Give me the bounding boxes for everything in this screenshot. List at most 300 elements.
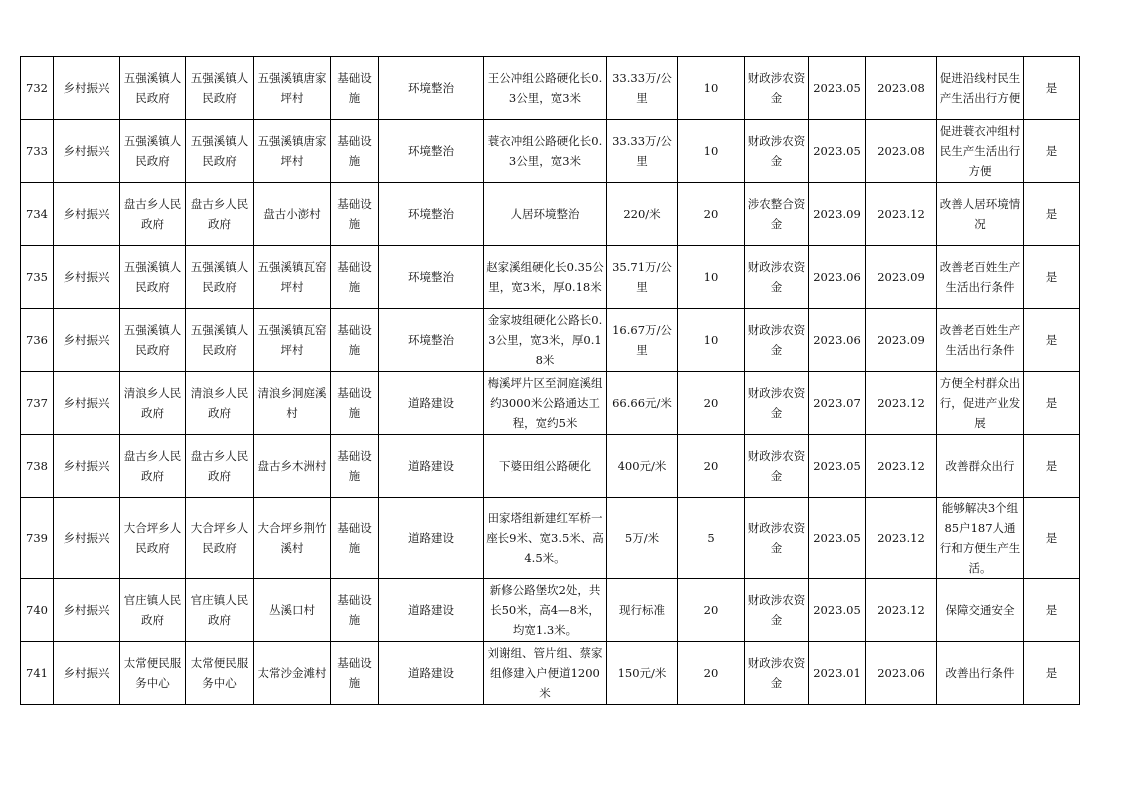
start-date-cell-text: 2023.07 bbox=[813, 396, 861, 410]
start-date-cell-text: 2023.05 bbox=[813, 81, 861, 95]
standard-cell bbox=[607, 120, 678, 183]
category-cell-text: 乡村振兴 bbox=[63, 81, 110, 95]
content-cell-text: 新修公路堡坎2处，共长50米，高4—8米，均宽1.3米。 bbox=[489, 583, 601, 637]
amount-cell bbox=[678, 642, 745, 705]
fund-source-cell-text: 财政涉农资金 bbox=[747, 71, 806, 105]
owner-cell-text: 盘古乡人民政府 bbox=[123, 197, 182, 231]
project-table bbox=[20, 56, 1080, 705]
amount-cell bbox=[678, 372, 745, 435]
benefit-cell bbox=[937, 435, 1024, 498]
benefit-cell-text: 能够解决3个组85户187人通行和方便生产生活。 bbox=[939, 501, 1021, 575]
flag-cell-text: 是 bbox=[1045, 666, 1058, 680]
flag-cell-text: 是 bbox=[1045, 396, 1058, 410]
end-date-cell bbox=[866, 579, 937, 642]
end-date-cell-text: 2023.08 bbox=[877, 81, 925, 95]
type-cell-text: 基础设施 bbox=[337, 593, 372, 627]
end-date-cell-text: 2023.12 bbox=[877, 603, 925, 617]
category-cell bbox=[54, 57, 120, 120]
fund-source-cell bbox=[745, 183, 809, 246]
content-cell bbox=[484, 246, 607, 309]
standard-cell-text: 16.67万/公里 bbox=[612, 323, 672, 357]
standard-cell-text: 35.71万/公里 bbox=[612, 260, 672, 294]
fund-source-cell bbox=[745, 642, 809, 705]
category-cell-text: 乡村振兴 bbox=[63, 144, 110, 158]
owner-cell bbox=[120, 372, 186, 435]
fund-source-cell bbox=[745, 57, 809, 120]
standard-cell bbox=[607, 57, 678, 120]
implementer-cell bbox=[186, 183, 254, 246]
row-number-cell-text: 733 bbox=[26, 144, 48, 158]
type-cell-text: 基础设施 bbox=[337, 323, 372, 357]
flag-cell bbox=[1024, 309, 1080, 372]
end-date-cell bbox=[866, 246, 937, 309]
benefit-cell bbox=[937, 309, 1024, 372]
location-cell bbox=[254, 579, 331, 642]
start-date-cell bbox=[809, 57, 866, 120]
amount-cell-text: 20 bbox=[703, 603, 719, 617]
row-number-cell-text: 741 bbox=[26, 666, 48, 680]
subtype-cell-text: 道路建设 bbox=[408, 666, 454, 680]
implementer-cell-text: 太常便民服务中心 bbox=[190, 656, 249, 690]
start-date-cell-text: 2023.09 bbox=[813, 207, 861, 221]
implementer-cell-text: 盘古乡人民政府 bbox=[190, 449, 249, 483]
type-cell bbox=[331, 579, 379, 642]
implementer-cell bbox=[186, 435, 254, 498]
row-number-cell-text: 737 bbox=[26, 396, 48, 410]
type-cell-text: 基础设施 bbox=[337, 386, 372, 420]
location-cell-text: 丛溪口村 bbox=[269, 603, 315, 617]
table-row bbox=[21, 498, 1080, 579]
category-cell bbox=[54, 183, 120, 246]
subtype-cell bbox=[379, 372, 484, 435]
row-number-cell-text: 740 bbox=[26, 603, 48, 617]
content-cell-text: 王公冲组公路硬化长0.3公里，宽3米 bbox=[487, 71, 603, 105]
subtype-cell bbox=[379, 120, 484, 183]
content-cell bbox=[484, 309, 607, 372]
start-date-cell bbox=[809, 435, 866, 498]
end-date-cell-text: 2023.09 bbox=[877, 270, 925, 284]
end-date-cell-text: 2023.12 bbox=[877, 531, 925, 545]
fund-source-cell bbox=[745, 579, 809, 642]
subtype-cell-text: 环境整治 bbox=[408, 144, 454, 158]
amount-cell-text: 20 bbox=[703, 459, 719, 473]
owner-cell-text: 清浪乡人民政府 bbox=[123, 386, 182, 420]
content-cell-text: 金家坡组硬化公路长0.3公里，宽3米，厚0.18米 bbox=[487, 313, 603, 367]
implementer-cell bbox=[186, 372, 254, 435]
fund-source-cell bbox=[745, 435, 809, 498]
amount-cell-text: 5 bbox=[707, 531, 715, 545]
fund-source-cell-text: 财政涉农资金 bbox=[747, 449, 806, 483]
location-cell-text: 盘古小澎村 bbox=[263, 207, 321, 221]
fund-source-cell bbox=[745, 372, 809, 435]
category-cell-text: 乡村振兴 bbox=[63, 666, 110, 680]
benefit-cell-text: 保障交通安全 bbox=[945, 603, 1015, 617]
end-date-cell bbox=[866, 120, 937, 183]
content-cell-text: 人居环境整治 bbox=[510, 207, 580, 221]
start-date-cell bbox=[809, 642, 866, 705]
location-cell-text: 五强溪镇唐家坪村 bbox=[257, 134, 327, 168]
end-date-cell-text: 2023.08 bbox=[877, 144, 925, 158]
amount-cell-text: 10 bbox=[703, 333, 719, 347]
owner-cell bbox=[120, 435, 186, 498]
content-cell-text: 田家塔组新建红军桥一座长9米、宽3.5米、高4.5米。 bbox=[486, 511, 604, 565]
type-cell bbox=[331, 498, 379, 579]
category-cell-text: 乡村振兴 bbox=[63, 207, 110, 221]
fund-source-cell-text: 财政涉农资金 bbox=[747, 323, 806, 357]
owner-cell-text: 五强溪镇人民政府 bbox=[123, 71, 182, 105]
implementer-cell-text: 大合坪乡人民政府 bbox=[190, 521, 249, 555]
end-date-cell bbox=[866, 498, 937, 579]
subtype-cell-text: 环境整治 bbox=[408, 270, 454, 284]
subtype-cell-text: 道路建设 bbox=[408, 603, 454, 617]
owner-cell bbox=[120, 309, 186, 372]
row-number-cell-text: 734 bbox=[26, 207, 48, 221]
type-cell-text: 基础设施 bbox=[337, 449, 372, 483]
content-cell-text: 梅溪坪片区至洞庭溪组约3000米公路通达工程，宽约5米 bbox=[487, 376, 603, 430]
fund-source-cell-text: 财政涉农资金 bbox=[747, 134, 806, 168]
standard-cell-text: 5万/米 bbox=[624, 531, 660, 545]
fund-source-cell-text: 财政涉农资金 bbox=[747, 386, 806, 420]
category-cell-text: 乡村振兴 bbox=[63, 459, 110, 473]
owner-cell-text: 五强溪镇人民政府 bbox=[123, 260, 182, 294]
amount-cell-text: 10 bbox=[703, 144, 719, 158]
standard-cell-text: 33.33万/公里 bbox=[612, 134, 672, 168]
row-number-cell bbox=[21, 246, 54, 309]
standard-cell-text: 33.33万/公里 bbox=[612, 71, 672, 105]
row-number-cell-text: 732 bbox=[26, 81, 48, 95]
start-date-cell-text: 2023.06 bbox=[813, 270, 861, 284]
content-cell bbox=[484, 183, 607, 246]
row-number-cell bbox=[21, 309, 54, 372]
subtype-cell bbox=[379, 309, 484, 372]
benefit-cell-text: 改善出行条件 bbox=[945, 666, 1015, 680]
subtype-cell bbox=[379, 642, 484, 705]
subtype-cell bbox=[379, 435, 484, 498]
benefit-cell-text: 促进蓑衣冲组村民生产生活出行方便 bbox=[939, 124, 1021, 178]
end-date-cell bbox=[866, 372, 937, 435]
start-date-cell-text: 2023.06 bbox=[813, 333, 861, 347]
category-cell bbox=[54, 435, 120, 498]
implementer-cell-text: 五强溪镇人民政府 bbox=[190, 323, 249, 357]
implementer-cell bbox=[186, 579, 254, 642]
row-number-cell bbox=[21, 498, 54, 579]
type-cell-text: 基础设施 bbox=[337, 134, 372, 168]
type-cell-text: 基础设施 bbox=[337, 521, 372, 555]
benefit-cell bbox=[937, 120, 1024, 183]
type-cell bbox=[331, 246, 379, 309]
flag-cell-text: 是 bbox=[1045, 603, 1058, 617]
start-date-cell bbox=[809, 579, 866, 642]
standard-cell-text: 66.66元/米 bbox=[612, 396, 672, 410]
implementer-cell bbox=[186, 246, 254, 309]
start-date-cell-text: 2023.05 bbox=[813, 459, 861, 473]
owner-cell-text: 五强溪镇人民政府 bbox=[123, 134, 182, 168]
content-cell bbox=[484, 57, 607, 120]
benefit-cell bbox=[937, 498, 1024, 579]
category-cell-text: 乡村振兴 bbox=[63, 396, 110, 410]
content-cell bbox=[484, 120, 607, 183]
flag-cell-text: 是 bbox=[1045, 81, 1058, 95]
flag-cell bbox=[1024, 57, 1080, 120]
location-cell-text: 盘古乡木洲村 bbox=[257, 459, 327, 473]
location-cell bbox=[254, 120, 331, 183]
benefit-cell-text: 改善老百姓生产生活出行条件 bbox=[939, 260, 1021, 294]
location-cell bbox=[254, 642, 331, 705]
standard-cell bbox=[607, 642, 678, 705]
location-cell bbox=[254, 309, 331, 372]
end-date-cell bbox=[866, 57, 937, 120]
start-date-cell bbox=[809, 120, 866, 183]
owner-cell-text: 大合坪乡人民政府 bbox=[123, 521, 182, 555]
amount-cell bbox=[678, 498, 745, 579]
benefit-cell-text: 方便全村群众出行，促进产业发展 bbox=[939, 376, 1021, 430]
start-date-cell bbox=[809, 498, 866, 579]
table-row bbox=[21, 372, 1080, 435]
amount-cell bbox=[678, 183, 745, 246]
content-cell bbox=[484, 579, 607, 642]
fund-source-cell-text: 财政涉农资金 bbox=[747, 593, 806, 627]
row-number-cell bbox=[21, 183, 54, 246]
subtype-cell-text: 环境整治 bbox=[408, 333, 454, 347]
row-number-cell bbox=[21, 372, 54, 435]
benefit-cell-text: 改善老百姓生产生活出行条件 bbox=[939, 323, 1021, 357]
category-cell bbox=[54, 579, 120, 642]
location-cell-text: 五强溪镇瓦窑坪村 bbox=[257, 260, 327, 294]
amount-cell bbox=[678, 246, 745, 309]
amount-cell bbox=[678, 435, 745, 498]
start-date-cell-text: 2023.01 bbox=[813, 666, 861, 680]
benefit-cell-text: 改善群众出行 bbox=[945, 459, 1015, 473]
owner-cell bbox=[120, 246, 186, 309]
content-cell bbox=[484, 372, 607, 435]
implementer-cell-text: 盘古乡人民政府 bbox=[190, 197, 249, 231]
subtype-cell-text: 道路建设 bbox=[408, 531, 454, 545]
amount-cell bbox=[678, 309, 745, 372]
fund-source-cell-text: 财政涉农资金 bbox=[747, 656, 806, 690]
amount-cell bbox=[678, 120, 745, 183]
row-number-cell-text: 739 bbox=[26, 531, 48, 545]
content-cell-text: 赵家溪组硬化长0.35公里，宽3米，厚0.18米 bbox=[486, 260, 604, 294]
location-cell bbox=[254, 246, 331, 309]
amount-cell-text: 10 bbox=[703, 270, 719, 284]
subtype-cell-text: 环境整治 bbox=[408, 81, 454, 95]
implementer-cell bbox=[186, 309, 254, 372]
location-cell bbox=[254, 435, 331, 498]
category-cell bbox=[54, 642, 120, 705]
fund-source-cell-text: 财政涉农资金 bbox=[747, 521, 806, 555]
subtype-cell-text: 道路建设 bbox=[408, 459, 454, 473]
type-cell-text: 基础设施 bbox=[337, 197, 372, 231]
type-cell bbox=[331, 372, 379, 435]
type-cell bbox=[331, 183, 379, 246]
end-date-cell bbox=[866, 183, 937, 246]
standard-cell bbox=[607, 498, 678, 579]
amount-cell bbox=[678, 579, 745, 642]
fund-source-cell-text: 财政涉农资金 bbox=[747, 260, 806, 294]
owner-cell bbox=[120, 120, 186, 183]
implementer-cell-text: 五强溪镇人民政府 bbox=[190, 71, 249, 105]
location-cell-text: 清浪乡洞庭溪村 bbox=[257, 386, 327, 420]
table-row bbox=[21, 246, 1080, 309]
content-cell-text: 刘谢组、管片组、蔡家组修建入户便道1200米 bbox=[487, 646, 603, 700]
category-cell-text: 乡村振兴 bbox=[63, 270, 110, 284]
type-cell bbox=[331, 435, 379, 498]
owner-cell bbox=[120, 183, 186, 246]
category-cell bbox=[54, 120, 120, 183]
start-date-cell bbox=[809, 183, 866, 246]
benefit-cell bbox=[937, 246, 1024, 309]
start-date-cell-text: 2023.05 bbox=[813, 603, 861, 617]
flag-cell-text: 是 bbox=[1045, 333, 1058, 347]
benefit-cell bbox=[937, 57, 1024, 120]
flag-cell bbox=[1024, 498, 1080, 579]
content-cell bbox=[484, 435, 607, 498]
content-cell-text: 下婆田组公路硬化 bbox=[499, 459, 591, 473]
content-cell bbox=[484, 498, 607, 579]
end-date-cell bbox=[866, 435, 937, 498]
category-cell bbox=[54, 372, 120, 435]
flag-cell bbox=[1024, 642, 1080, 705]
table-row bbox=[21, 309, 1080, 372]
owner-cell bbox=[120, 498, 186, 579]
table-row bbox=[21, 579, 1080, 642]
category-cell-text: 乡村振兴 bbox=[63, 603, 110, 617]
standard-cell bbox=[607, 372, 678, 435]
flag-cell bbox=[1024, 579, 1080, 642]
owner-cell-text: 五强溪镇人民政府 bbox=[123, 323, 182, 357]
fund-source-cell bbox=[745, 246, 809, 309]
benefit-cell bbox=[937, 642, 1024, 705]
flag-cell-text: 是 bbox=[1045, 144, 1058, 158]
type-cell bbox=[331, 57, 379, 120]
benefit-cell bbox=[937, 372, 1024, 435]
location-cell bbox=[254, 57, 331, 120]
type-cell-text: 基础设施 bbox=[337, 71, 372, 105]
row-number-cell-text: 736 bbox=[26, 333, 48, 347]
benefit-cell-text: 促进沿线村民生产生活出行方便 bbox=[939, 71, 1021, 105]
location-cell-text: 太常沙金滩村 bbox=[257, 666, 327, 680]
location-cell bbox=[254, 372, 331, 435]
subtype-cell bbox=[379, 498, 484, 579]
start-date-cell bbox=[809, 372, 866, 435]
document-page bbox=[20, 56, 1079, 705]
row-number-cell bbox=[21, 579, 54, 642]
fund-source-cell bbox=[745, 498, 809, 579]
start-date-cell bbox=[809, 246, 866, 309]
amount-cell-text: 20 bbox=[703, 207, 719, 221]
implementer-cell bbox=[186, 120, 254, 183]
flag-cell bbox=[1024, 435, 1080, 498]
standard-cell bbox=[607, 183, 678, 246]
fund-source-cell-text: 涉农整合资金 bbox=[747, 197, 806, 231]
category-cell bbox=[54, 246, 120, 309]
end-date-cell-text: 2023.12 bbox=[877, 207, 925, 221]
table-row bbox=[21, 120, 1080, 183]
end-date-cell-text: 2023.06 bbox=[877, 666, 925, 680]
owner-cell bbox=[120, 579, 186, 642]
subtype-cell-text: 道路建设 bbox=[408, 396, 454, 410]
benefit-cell bbox=[937, 579, 1024, 642]
implementer-cell bbox=[186, 642, 254, 705]
benefit-cell-text: 改善人居环境情况 bbox=[939, 197, 1021, 231]
flag-cell-text: 是 bbox=[1045, 270, 1058, 284]
category-cell bbox=[54, 309, 120, 372]
end-date-cell-text: 2023.09 bbox=[877, 333, 925, 347]
subtype-cell bbox=[379, 57, 484, 120]
table-row bbox=[21, 435, 1080, 498]
row-number-cell bbox=[21, 57, 54, 120]
amount-cell-text: 20 bbox=[703, 396, 719, 410]
standard-cell-text: 150元/米 bbox=[617, 666, 667, 680]
content-cell bbox=[484, 642, 607, 705]
end-date-cell bbox=[866, 309, 937, 372]
standard-cell bbox=[607, 579, 678, 642]
implementer-cell bbox=[186, 498, 254, 579]
flag-cell-text: 是 bbox=[1045, 459, 1058, 473]
start-date-cell-text: 2023.05 bbox=[813, 531, 861, 545]
amount-cell-text: 20 bbox=[703, 666, 719, 680]
fund-source-cell bbox=[745, 309, 809, 372]
standard-cell bbox=[607, 246, 678, 309]
row-number-cell bbox=[21, 120, 54, 183]
location-cell-text: 五强溪镇唐家坪村 bbox=[257, 71, 327, 105]
type-cell-text: 基础设施 bbox=[337, 656, 372, 690]
owner-cell bbox=[120, 57, 186, 120]
location-cell bbox=[254, 498, 331, 579]
implementer-cell-text: 五强溪镇人民政府 bbox=[190, 134, 249, 168]
location-cell-text: 五强溪镇瓦窑坪村 bbox=[257, 323, 327, 357]
category-cell bbox=[54, 498, 120, 579]
standard-cell-text: 400元/米 bbox=[617, 459, 667, 473]
benefit-cell bbox=[937, 183, 1024, 246]
row-number-cell bbox=[21, 435, 54, 498]
table-row bbox=[21, 57, 1080, 120]
implementer-cell-text: 清浪乡人民政府 bbox=[190, 386, 249, 420]
owner-cell-text: 盘古乡人民政府 bbox=[123, 449, 182, 483]
end-date-cell-text: 2023.12 bbox=[877, 396, 925, 410]
subtype-cell-text: 环境整治 bbox=[408, 207, 454, 221]
type-cell-text: 基础设施 bbox=[337, 260, 372, 294]
start-date-cell bbox=[809, 309, 866, 372]
standard-cell bbox=[607, 309, 678, 372]
standard-cell-text: 220/米 bbox=[623, 207, 661, 221]
flag-cell bbox=[1024, 246, 1080, 309]
flag-cell-text: 是 bbox=[1045, 207, 1058, 221]
amount-cell bbox=[678, 57, 745, 120]
row-number-cell-text: 735 bbox=[26, 270, 48, 284]
table-body bbox=[21, 57, 1080, 705]
amount-cell-text: 10 bbox=[703, 81, 719, 95]
owner-cell bbox=[120, 642, 186, 705]
owner-cell-text: 太常便民服务中心 bbox=[123, 656, 182, 690]
start-date-cell-text: 2023.05 bbox=[813, 144, 861, 158]
flag-cell-text: 是 bbox=[1045, 531, 1058, 545]
flag-cell bbox=[1024, 183, 1080, 246]
flag-cell bbox=[1024, 372, 1080, 435]
type-cell bbox=[331, 309, 379, 372]
type-cell bbox=[331, 120, 379, 183]
category-cell-text: 乡村振兴 bbox=[63, 333, 110, 347]
row-number-cell-text: 738 bbox=[26, 459, 48, 473]
location-cell-text: 大合坪乡荆竹溪村 bbox=[257, 521, 327, 555]
location-cell bbox=[254, 183, 331, 246]
implementer-cell-text: 官庄镇人民政府 bbox=[190, 593, 249, 627]
subtype-cell bbox=[379, 246, 484, 309]
implementer-cell-text: 五强溪镇人民政府 bbox=[190, 260, 249, 294]
subtype-cell bbox=[379, 579, 484, 642]
end-date-cell-text: 2023.12 bbox=[877, 459, 925, 473]
standard-cell-text: 现行标准 bbox=[619, 603, 665, 617]
